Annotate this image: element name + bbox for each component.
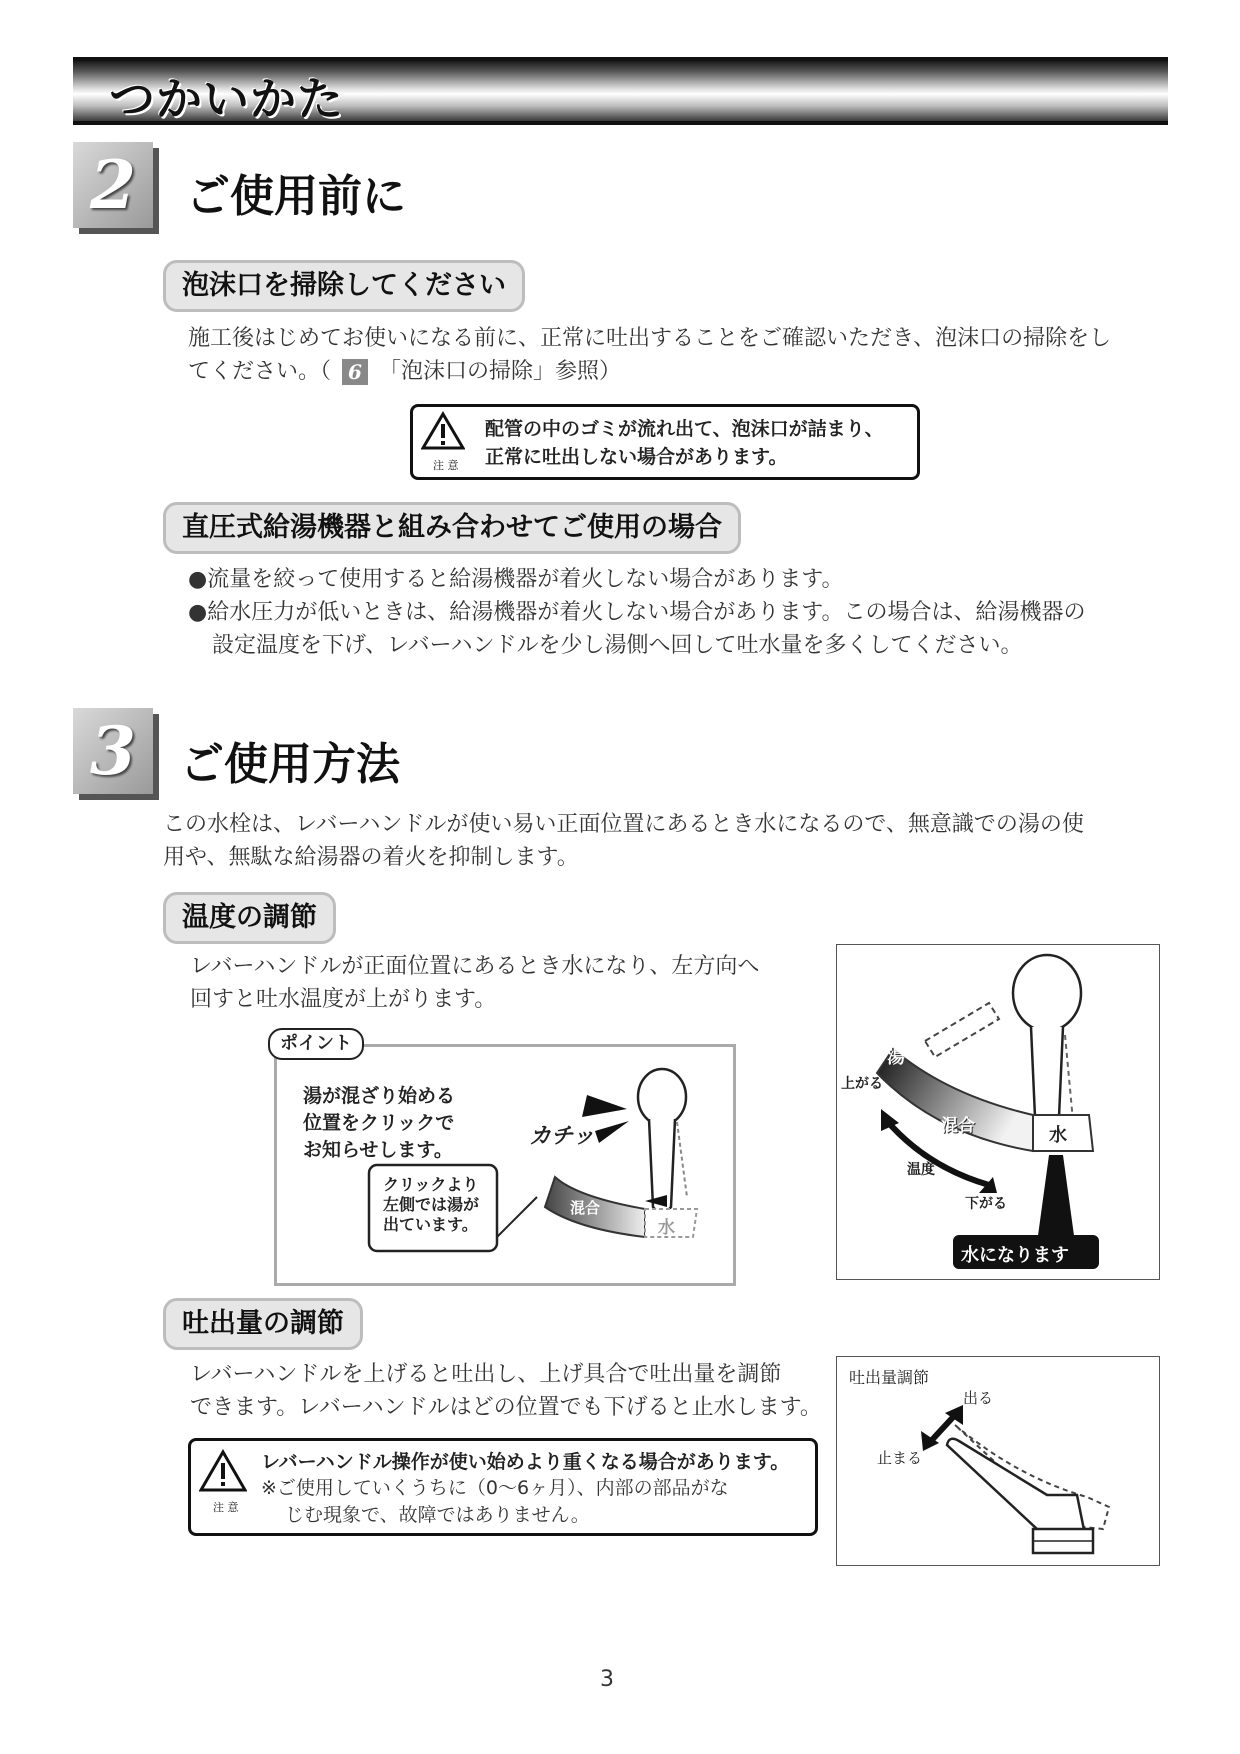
- warning-icon: [199, 1449, 247, 1493]
- point-line: 位置をクリックで: [303, 1112, 455, 1134]
- text-line: 用や、無駄な給湯器の着火を抑制します。: [163, 845, 579, 870]
- text-line: この水栓は、レバーハンドルが使い易い正面位置にあるとき水になるので、無意識での湯の使: [163, 812, 1084, 837]
- caution-box: [188, 1438, 818, 1536]
- hot-label: 湯: [887, 1047, 905, 1068]
- bullet-item-continued: 設定温度を下げ、レバーハンドルを少し湯側へ回して吐水量を多くしてください。: [212, 633, 1023, 658]
- callout-text: [383, 1175, 479, 1235]
- point-line: お知らせします。: [303, 1139, 453, 1161]
- up-label: 上がる: [841, 1076, 883, 1092]
- flow-figure: [836, 1356, 1160, 1566]
- text-line: 施工後はじめてお使いになる前に、正常に吐出することをご確認いただき、泡沫口の掃除をし: [188, 326, 1112, 351]
- flow-figure-title: 吐出量調節: [849, 1368, 930, 1387]
- text-line: レバーハンドルが正面位置にあるとき水になり、左方向へ: [190, 954, 760, 979]
- section-title: ご使用前に: [186, 171, 406, 222]
- section-number: 2: [90, 146, 136, 224]
- bullet-list: [188, 563, 1168, 662]
- banner-title: つかいかた: [109, 72, 344, 126]
- warning-icon: [421, 411, 465, 451]
- caution-heading: レバーハンドル操作が使い始めより重くなる場合があります。: [261, 1451, 790, 1473]
- caution-box: [410, 404, 920, 480]
- mix-label: 混合: [570, 1199, 601, 1217]
- bullet-item: ●給水圧力が低いときは、給湯機器が着火しない場合があります。この場合は、給湯機器の: [188, 600, 1086, 625]
- callout-line: 出ています。: [383, 1215, 478, 1234]
- click-illustration: [277, 1047, 733, 1283]
- caution-text: [485, 415, 884, 471]
- callout-line: クリックより: [383, 1175, 479, 1194]
- text-line: レバーハンドルを上げると吐出し、上げ具合で吐出量を調節: [190, 1362, 782, 1387]
- caution-line: 正常に吐出しない場合があります。: [485, 446, 788, 468]
- text-fragment: てください。（: [188, 359, 332, 384]
- temperature-label: 温度: [907, 1162, 935, 1178]
- section-number-badge: [73, 142, 153, 228]
- caution-label: 注 意: [433, 459, 459, 472]
- flow-diagram: [837, 1357, 1159, 1565]
- subsection-title: 泡沫口を掃除してください: [163, 260, 525, 312]
- caution-line: 配管の中のゴミが流れ出て、泡沫口が詰まり、: [485, 418, 884, 440]
- caution-line: ※ご使用していくうちに（0〜6ヶ月）、内部の部品がな: [261, 1477, 729, 1499]
- water-label: 水: [1049, 1125, 1067, 1146]
- lever-head: [638, 1069, 686, 1125]
- water-label: 水: [658, 1218, 675, 1238]
- lever-head: [1013, 955, 1081, 1031]
- caution-note: [261, 1475, 729, 1529]
- lever-handle: [1031, 1027, 1063, 1123]
- header-banner: [73, 57, 1168, 125]
- temperature-figure: [836, 944, 1160, 1280]
- page-number: 3: [600, 1667, 614, 1692]
- bullet-item: ●流量を絞って使用すると給湯機器が着火しない場合があります。: [188, 567, 844, 592]
- section-number: 3: [90, 712, 136, 790]
- intro-paragraph: [163, 808, 1163, 874]
- subsection-title: 温度の調節: [163, 892, 336, 944]
- text-line: できます。レバーハンドルはどの位置でも下げると止水します。: [190, 1395, 822, 1420]
- callout-line: 左側では湯が: [383, 1195, 480, 1214]
- text-line: [188, 355, 1168, 388]
- paragraph: [190, 950, 830, 1016]
- out-label: 出る: [963, 1389, 994, 1407]
- point-box: [274, 1044, 736, 1286]
- paragraph: [188, 322, 1168, 388]
- point-label: ポイント: [268, 1028, 364, 1060]
- click-sound-label: カチッ: [529, 1124, 595, 1149]
- temperature-diagram: [837, 945, 1159, 1279]
- section-number-badge: [73, 708, 153, 794]
- subsection-title: 直圧式給湯機器と組み合わせてご使用の場合: [163, 502, 741, 554]
- section-title: ご使用方法: [180, 739, 400, 790]
- becomes-water-label: 水になります: [961, 1245, 1069, 1266]
- down-label: 下がる: [965, 1196, 1007, 1212]
- text-line: 回すと吐水温度が上がります。: [190, 987, 497, 1012]
- page-ref-badge[interactable]: 6: [342, 359, 368, 385]
- mix-label: 混合: [941, 1116, 975, 1136]
- caution-line: じむ現象で、故障ではありません。: [285, 1504, 590, 1526]
- point-line: 湯が混ざり始める: [303, 1085, 456, 1107]
- stop-label: 止まる: [877, 1449, 923, 1467]
- text-fragment: 「泡沫口の掃除」参照）: [379, 359, 622, 384]
- subsection-title: 吐出量の調節: [163, 1298, 363, 1350]
- paragraph: [190, 1358, 830, 1424]
- caution-label: 注 意: [213, 1501, 239, 1514]
